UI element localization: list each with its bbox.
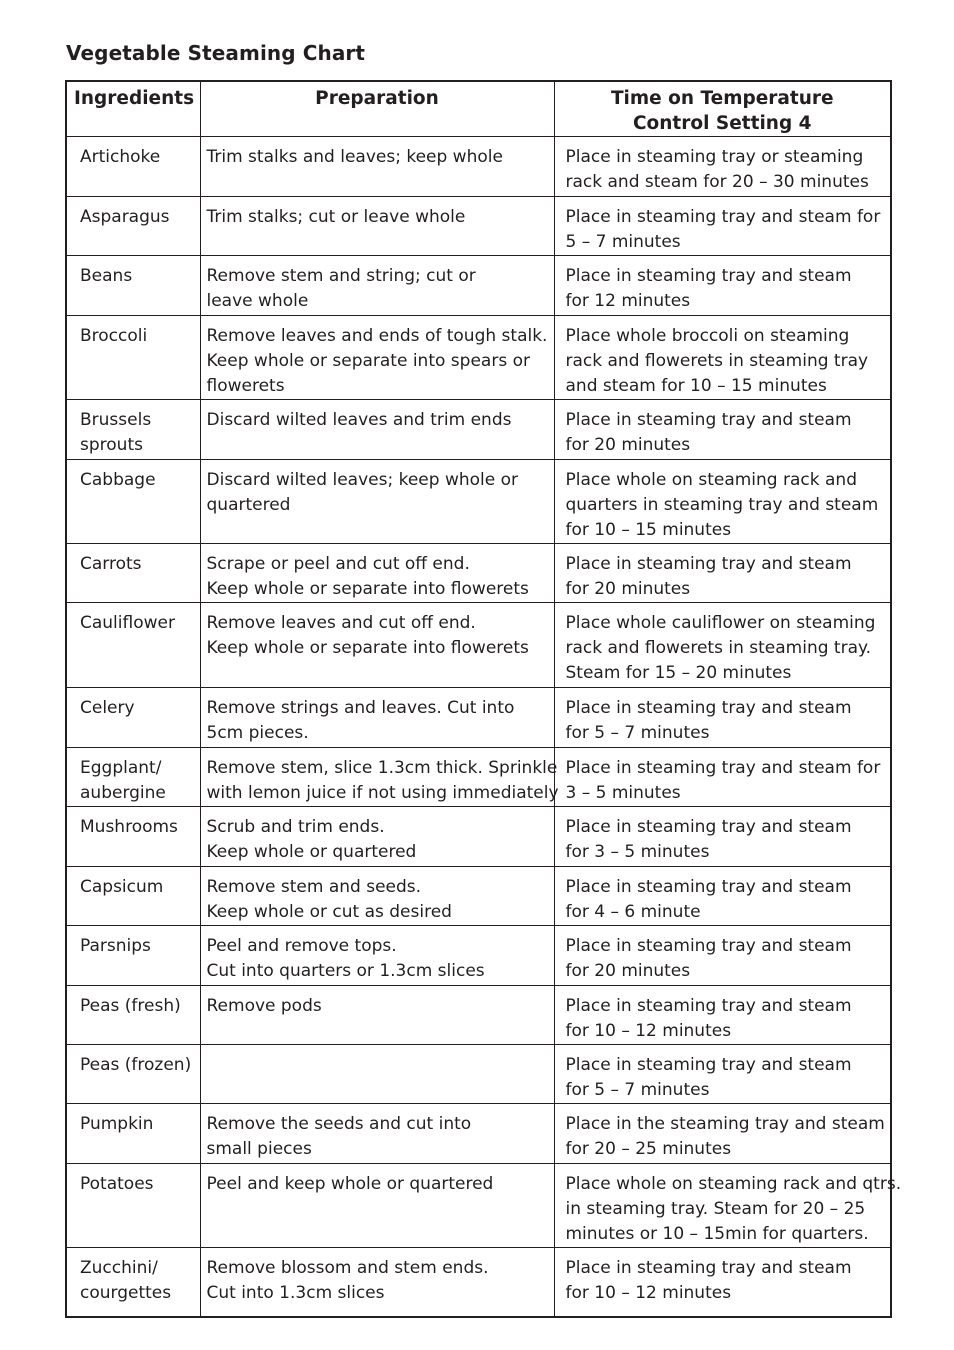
preparation-cell bbox=[200, 1164, 554, 1248]
time-cell-line: Place in steaming tray or steaming bbox=[565, 147, 864, 167]
time-cell-line: for 20 – 25 minutes bbox=[565, 1139, 732, 1159]
table-row bbox=[66, 926, 891, 986]
preparation-cell-line: Keep whole or separate into spears or bbox=[206, 351, 530, 371]
time-cell bbox=[554, 986, 891, 1045]
time-cell-line: rack and steam for 20 – 30 minutes bbox=[565, 172, 869, 192]
time-cell bbox=[554, 603, 891, 688]
preparation-cell-line: Scrub and trim ends. bbox=[206, 817, 385, 837]
preparation-cell-line: with lemon juice if not using immediately bbox=[206, 783, 559, 803]
table-row bbox=[66, 1164, 891, 1248]
time-cell-line: Place in steaming tray and steam for bbox=[565, 758, 881, 778]
table-row bbox=[66, 256, 891, 316]
time-cell-line: for 20 minutes bbox=[565, 435, 691, 455]
ingredient-cell bbox=[66, 137, 200, 197]
ingredient-cell-line: Capsicum bbox=[80, 877, 164, 897]
header-preparation-label: Preparation bbox=[315, 88, 439, 109]
time-cell-line: for 20 minutes bbox=[565, 579, 691, 599]
preparation-cell bbox=[200, 986, 554, 1045]
ingredient-cell bbox=[66, 1248, 200, 1317]
time-cell-line: Place in steaming tray and steam bbox=[565, 266, 852, 286]
preparation-cell-line: leave whole bbox=[206, 291, 309, 311]
header-time bbox=[554, 81, 891, 137]
table-row bbox=[66, 544, 891, 603]
time-cell-line: minutes or 10 – 15min for quarters. bbox=[565, 1224, 869, 1244]
table-row bbox=[66, 316, 891, 400]
time-cell-line: quarters in steaming tray and steam bbox=[565, 495, 879, 515]
header-time-line-1: Time on Temperature bbox=[610, 88, 834, 109]
preparation-cell-line: 5cm pieces. bbox=[206, 723, 309, 743]
ingredient-cell bbox=[66, 603, 200, 688]
time-cell-line: Place in steaming tray and steam for bbox=[565, 207, 881, 227]
preparation-cell bbox=[200, 137, 554, 197]
time-cell bbox=[554, 544, 891, 603]
ingredient-cell bbox=[66, 867, 200, 926]
time-cell-line: Place in the steaming tray and steam bbox=[565, 1114, 885, 1134]
time-cell-line: Place whole cauliflower on steaming bbox=[565, 613, 876, 633]
ingredient-cell bbox=[66, 1104, 200, 1164]
table-row bbox=[66, 460, 891, 544]
time-cell bbox=[554, 807, 891, 867]
table-row bbox=[66, 986, 891, 1045]
ingredient-cell-line: sprouts bbox=[80, 435, 143, 455]
time-cell bbox=[554, 926, 891, 986]
time-cell-line: for 10 – 12 minutes bbox=[565, 1283, 732, 1303]
preparation-cell-line: Peel and remove tops. bbox=[206, 936, 397, 956]
table-header bbox=[66, 81, 891, 137]
preparation-cell-line: Remove stem, slice 1.3cm thick. Sprinkle bbox=[206, 758, 558, 778]
preparation-cell-line: Keep whole or quartered bbox=[206, 842, 417, 862]
ingredient-cell-line: courgettes bbox=[80, 1283, 172, 1303]
header-ingredients bbox=[66, 81, 200, 137]
ingredient-cell bbox=[66, 460, 200, 544]
time-cell-line: for 10 – 12 minutes bbox=[565, 1021, 732, 1041]
time-cell-line: for 10 – 15 minutes bbox=[565, 520, 732, 540]
ingredient-cell bbox=[66, 1045, 200, 1104]
time-cell-line: for 20 minutes bbox=[565, 961, 691, 981]
header-ingredients-label: Ingredients bbox=[74, 88, 195, 109]
time-cell-line: Place in steaming tray and steam bbox=[565, 877, 852, 897]
table-row bbox=[66, 603, 891, 688]
preparation-cell bbox=[200, 1104, 554, 1164]
preparation-cell-line: Remove stem and seeds. bbox=[206, 877, 422, 897]
ingredient-cell-line: Broccoli bbox=[80, 326, 148, 346]
ingredient-cell bbox=[66, 748, 200, 807]
time-cell-line: Place in steaming tray and steam bbox=[565, 1258, 852, 1278]
time-cell-line: for 4 – 6 minute bbox=[565, 902, 701, 922]
preparation-cell-line: Keep whole or cut as desired bbox=[206, 902, 452, 922]
preparation-cell bbox=[200, 1045, 554, 1104]
preparation-cell-line: Remove pods bbox=[206, 996, 322, 1016]
preparation-cell bbox=[200, 807, 554, 867]
ingredient-cell-line: Peas (fresh) bbox=[80, 996, 181, 1016]
time-cell-line: Place whole broccoli on steaming bbox=[565, 326, 850, 346]
preparation-cell bbox=[200, 603, 554, 688]
time-cell-line: and steam for 10 – 15 minutes bbox=[565, 376, 827, 396]
time-cell-line: Steam for 15 – 20 minutes bbox=[565, 663, 792, 683]
table-row bbox=[66, 400, 891, 460]
table-row bbox=[66, 1104, 891, 1164]
ingredient-cell-line: Potatoes bbox=[80, 1174, 154, 1194]
time-cell-line: for 5 – 7 minutes bbox=[565, 723, 710, 743]
steaming-chart-table bbox=[65, 80, 902, 1318]
ingredient-cell bbox=[66, 807, 200, 867]
time-cell-line: 5 – 7 minutes bbox=[565, 232, 681, 252]
preparation-cell bbox=[200, 400, 554, 460]
time-cell-line: 3 – 5 minutes bbox=[565, 783, 681, 803]
time-cell-line: Place in steaming tray and steam bbox=[565, 554, 852, 574]
time-cell-line: for 12 minutes bbox=[565, 291, 691, 311]
time-cell-line: Place whole on steaming rack and qtrs. bbox=[565, 1174, 902, 1194]
preparation-cell-line: Remove blossom and stem ends. bbox=[206, 1258, 489, 1278]
time-cell bbox=[554, 400, 891, 460]
time-cell-line: for 5 – 7 minutes bbox=[565, 1080, 710, 1100]
time-cell bbox=[554, 137, 891, 197]
ingredient-cell bbox=[66, 688, 200, 748]
time-cell bbox=[554, 688, 891, 748]
preparation-cell-line: Trim stalks and leaves; keep whole bbox=[206, 147, 503, 167]
ingredient-cell bbox=[66, 197, 200, 256]
header-time-line-2: Control Setting 4 bbox=[632, 113, 812, 134]
ingredient-cell-line: Cabbage bbox=[80, 470, 156, 490]
ingredient-cell-line: Zucchini/ bbox=[80, 1258, 158, 1278]
preparation-cell-line: Remove strings and leaves. Cut into bbox=[206, 698, 515, 718]
preparation-cell bbox=[200, 316, 554, 400]
ingredient-cell-line: aubergine bbox=[80, 783, 166, 803]
preparation-cell-line: Scrape or peel and cut off end. bbox=[206, 554, 470, 574]
ingredient-cell bbox=[66, 1164, 200, 1248]
table-row bbox=[66, 137, 891, 197]
preparation-cell-line: small pieces bbox=[206, 1139, 312, 1159]
ingredient-cell bbox=[66, 256, 200, 316]
time-cell bbox=[554, 197, 891, 256]
ingredient-cell-line: Peas (frozen) bbox=[80, 1055, 192, 1075]
preparation-cell bbox=[200, 197, 554, 256]
preparation-cell-line: Keep whole or separate into flowerets bbox=[206, 579, 529, 599]
time-cell-line: Place in steaming tray and steam bbox=[565, 996, 852, 1016]
preparation-cell bbox=[200, 544, 554, 603]
preparation-cell-line: Remove leaves and ends of tough stalk. bbox=[206, 326, 548, 346]
time-cell bbox=[554, 1248, 891, 1317]
time-cell bbox=[554, 1164, 902, 1248]
preparation-cell bbox=[200, 256, 554, 316]
time-cell-line: Place in steaming tray and steam bbox=[565, 698, 852, 718]
ingredient-cell-line: Pumpkin bbox=[80, 1114, 154, 1134]
header-preparation bbox=[200, 81, 554, 137]
header-row bbox=[66, 81, 891, 137]
ingredient-cell bbox=[66, 400, 200, 460]
time-cell-line: Place in steaming tray and steam bbox=[565, 817, 852, 837]
time-cell bbox=[554, 748, 891, 807]
ingredient-cell-line: Brussels bbox=[80, 410, 152, 430]
time-cell bbox=[554, 1104, 891, 1164]
time-cell bbox=[554, 1045, 891, 1104]
ingredient-cell-line: Eggplant/ bbox=[80, 758, 162, 778]
ingredient-cell-line: Mushrooms bbox=[80, 817, 178, 837]
preparation-cell-line: Discard wilted leaves and trim ends bbox=[206, 410, 512, 430]
table-body bbox=[66, 137, 902, 1317]
time-cell-line: Place in steaming tray and steam bbox=[565, 410, 852, 430]
time-cell-line: Place whole on steaming rack and bbox=[565, 470, 857, 490]
table-row bbox=[66, 197, 891, 256]
time-cell-line: rack and flowerets in steaming tray bbox=[565, 351, 869, 371]
ingredient-cell bbox=[66, 316, 200, 400]
preparation-cell bbox=[200, 926, 554, 986]
preparation-cell bbox=[200, 460, 554, 544]
ingredient-cell-line: Carrots bbox=[80, 554, 142, 574]
table-row bbox=[66, 867, 891, 926]
table-row bbox=[66, 748, 891, 807]
preparation-cell-line: flowerets bbox=[206, 376, 285, 396]
time-cell bbox=[554, 867, 891, 926]
preparation-cell-line: Keep whole or separate into flowerets bbox=[206, 638, 529, 658]
ingredient-cell bbox=[66, 986, 200, 1045]
time-cell-line: Place in steaming tray and steam bbox=[565, 1055, 852, 1075]
time-cell bbox=[554, 256, 891, 316]
preparation-cell bbox=[200, 748, 559, 807]
time-cell bbox=[554, 460, 891, 544]
preparation-cell bbox=[200, 688, 554, 748]
time-cell bbox=[554, 316, 891, 400]
preparation-cell-line: Peel and keep whole or quartered bbox=[206, 1174, 494, 1194]
preparation-cell bbox=[200, 867, 554, 926]
preparation-cell-line: Remove the seeds and cut into bbox=[206, 1114, 472, 1134]
ingredient-cell bbox=[66, 926, 200, 986]
preparation-cell-line: Remove leaves and cut off end. bbox=[206, 613, 476, 633]
time-cell-line: for 3 – 5 minutes bbox=[565, 842, 710, 862]
time-cell-line: in steaming tray. Steam for 20 – 25 bbox=[565, 1199, 866, 1219]
time-cell-line: rack and flowerets in steaming tray. bbox=[565, 638, 872, 658]
ingredient-cell-line: Asparagus bbox=[80, 207, 170, 227]
preparation-cell-line: Discard wilted leaves; keep whole or bbox=[206, 470, 519, 490]
preparation-cell-line: quartered bbox=[206, 495, 291, 515]
ingredient-cell-line: Cauliflower bbox=[80, 613, 175, 633]
table-row bbox=[66, 1045, 891, 1104]
table-row bbox=[66, 688, 891, 748]
table-row bbox=[66, 807, 891, 867]
ingredient-cell-line: Parsnips bbox=[80, 936, 151, 956]
ingredient-cell bbox=[66, 544, 200, 603]
table-row bbox=[66, 1248, 891, 1317]
time-cell-line: Place in steaming tray and steam bbox=[565, 936, 852, 956]
preparation-cell-line: Trim stalks; cut or leave whole bbox=[206, 207, 466, 227]
ingredient-cell-line: Beans bbox=[80, 266, 133, 286]
page-title: Vegetable Steaming Chart bbox=[66, 41, 366, 65]
preparation-cell bbox=[200, 1248, 554, 1317]
ingredient-cell-line: Artichoke bbox=[80, 147, 161, 167]
preparation-cell-line: Cut into quarters or 1.3cm slices bbox=[206, 961, 485, 981]
ingredient-cell-line: Celery bbox=[80, 698, 135, 718]
preparation-cell-line: Remove stem and string; cut or bbox=[206, 266, 476, 286]
preparation-cell-line: Cut into 1.3cm slices bbox=[206, 1283, 385, 1303]
